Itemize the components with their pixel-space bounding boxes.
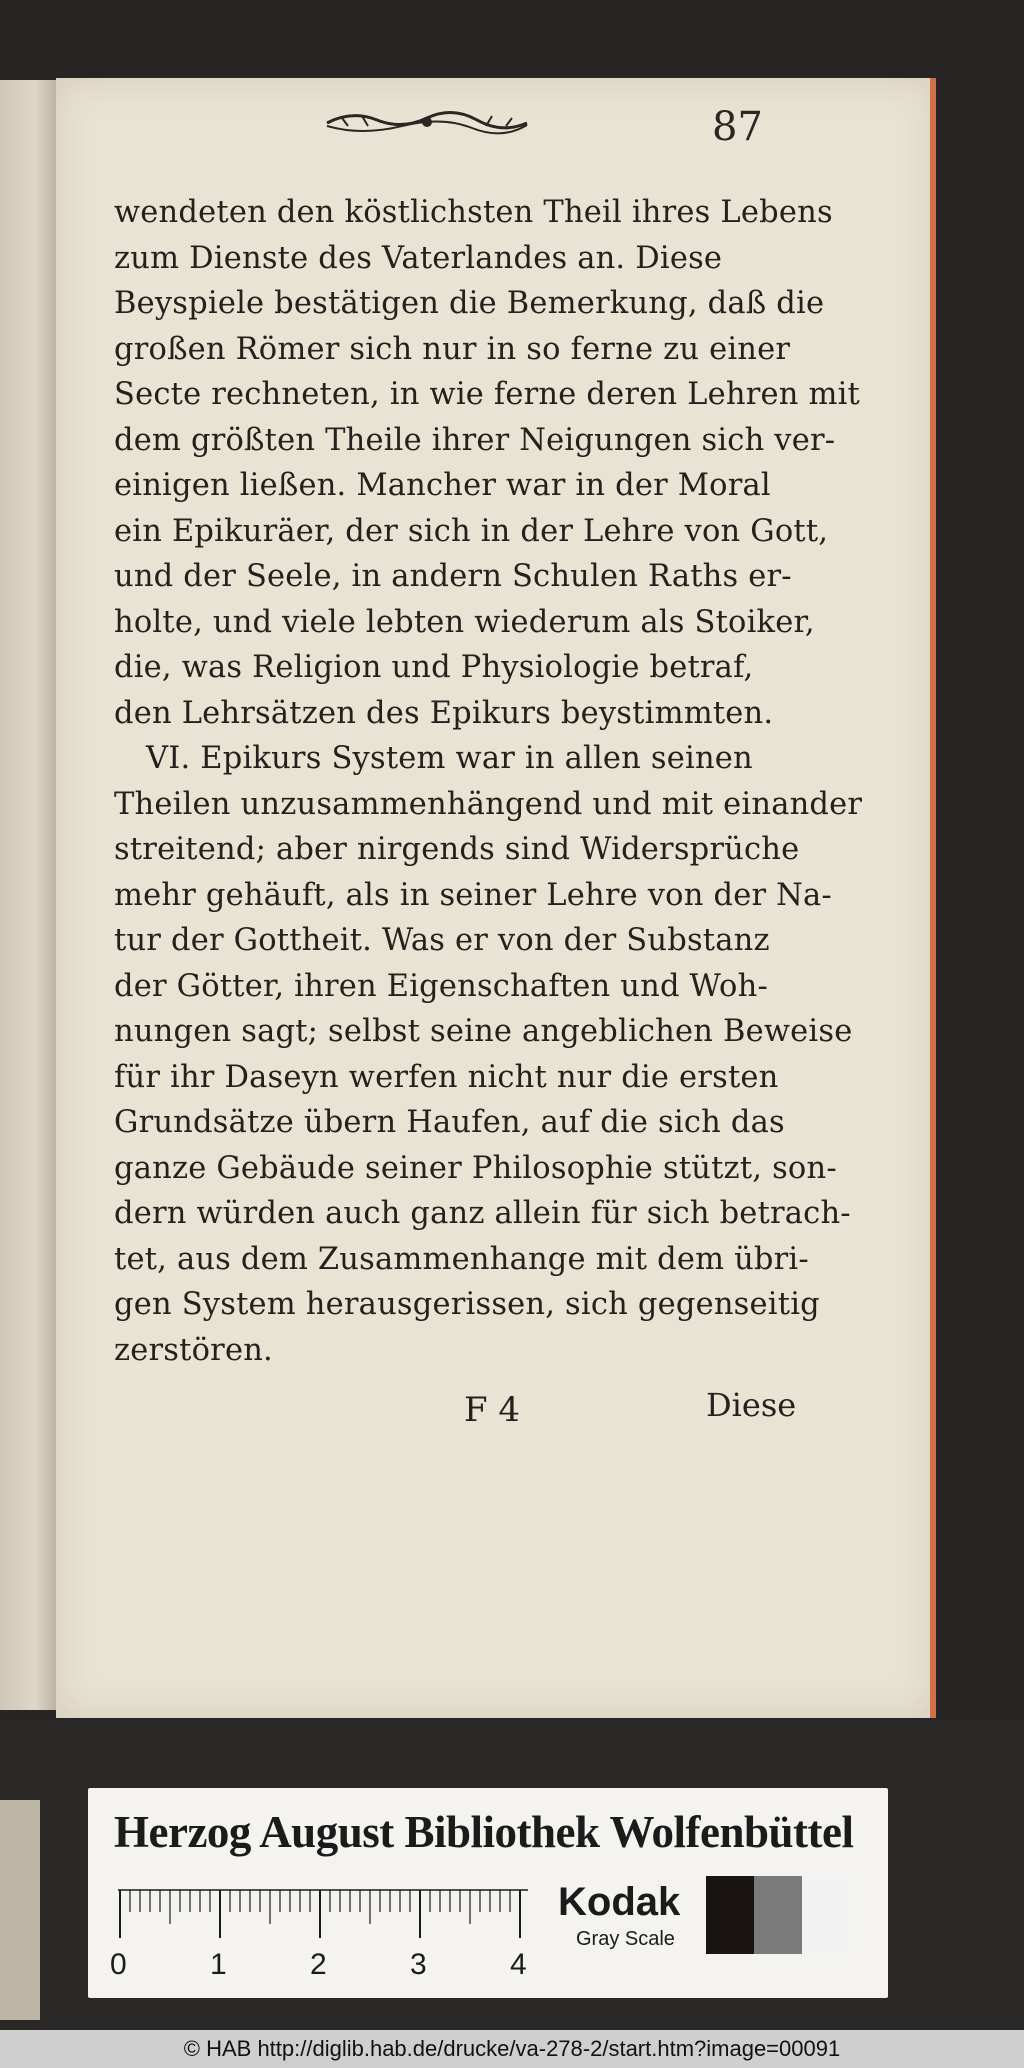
gray-patches <box>706 1876 850 1954</box>
page-body-text <box>114 190 863 1373</box>
facing-page-edge <box>0 80 58 1710</box>
ornament-icon <box>322 108 532 138</box>
text-line: dem größten Theile ihrer Neigungen sich ver- <box>114 422 836 458</box>
text-line: zum Dienste des Vaterlandes an. Diese <box>114 240 723 276</box>
color-calibration-card <box>88 1788 888 1998</box>
text-line: die, was Religion und Physiologie betraf, <box>114 650 754 685</box>
text-line: Theilen unzusammenhängend und mit einander <box>114 786 863 822</box>
text-line: den Lehrsätzen des Epikurs beystimmten. <box>114 695 774 731</box>
text-line: Secte rechneten, in wie ferne deren Lehren mit <box>114 377 861 412</box>
page-number: 87 <box>712 104 763 150</box>
gray-patch <box>802 1876 850 1954</box>
text-line: nungen sagt; selbst seine angeblichen Beweise <box>114 1014 853 1049</box>
text-line: Grundsätze übern Haufen, auf die sich das <box>114 1105 785 1140</box>
text-line: tur der Gottheit. Was er von der Substanz <box>114 923 770 958</box>
facing-page-tab <box>0 1800 40 2020</box>
copyright-footer: © HAB http://diglib.hab.de/drucke/va-278-2/start.htm?image=00091 <box>0 2030 1024 2068</box>
text-line: VI. Epikurs System war in allen seinen <box>146 741 753 776</box>
catchword: Diese <box>706 1386 797 1424</box>
ruler-number: 1 <box>210 1948 227 1981</box>
text-line: tet, aus dem Zusammenhange mit dem übri- <box>114 1241 809 1277</box>
text-line: einigen ließen. Mancher war in der Moral <box>114 468 771 503</box>
text-line: großen Römer sich nur in so ferne zu einer <box>114 331 791 367</box>
ruler-scale <box>118 1888 528 1938</box>
gray-scale-label: Gray Scale <box>576 1928 675 1950</box>
library-name: Herzog August Bibliothek Wolfenbüttel <box>114 1807 854 1857</box>
text-line: für ihr Daseyn werfen nicht nur die ersten <box>114 1059 779 1095</box>
text-line: gen System herausgerissen, sich gegenseitig <box>114 1287 820 1322</box>
ruler-number: 4 <box>510 1948 527 1981</box>
ruler-number: 3 <box>410 1948 427 1981</box>
signature-mark: F 4 <box>464 1390 521 1430</box>
text-line: wendeten den köstlichsten Theil ihres Lebens <box>114 195 833 230</box>
text-line: der Götter, ihren Eigenschaften und Woh- <box>114 968 768 1004</box>
text-line: holte, und viele lebten wiederum als Stoiker, <box>114 604 815 640</box>
text-line: ein Epikuräer, der sich in der Lehre von Gott, <box>114 513 829 549</box>
text-line: zerstören. <box>114 1332 273 1368</box>
text-line: dern würden auch ganz allein für sich betrach- <box>114 1196 851 1231</box>
gray-patch <box>754 1876 802 1954</box>
ruler-number: 0 <box>110 1948 127 1981</box>
text-line: Beyspiele bestätigen die Bemerkung, daß die <box>114 286 825 321</box>
kodak-logo: Kodak <box>558 1880 681 1924</box>
gray-patch <box>706 1876 754 1954</box>
text-line: und der Seele, in andern Schulen Raths er- <box>114 559 792 594</box>
text-line: streitend; aber nirgends sind Widersprüche <box>114 832 800 867</box>
text-line: mehr gehäuft, als in seiner Lehre von der Na- <box>114 877 832 913</box>
text-line: ganze Gebäude seiner Philosophie stützt, son- <box>114 1150 837 1186</box>
ruler-number: 2 <box>310 1948 327 1981</box>
